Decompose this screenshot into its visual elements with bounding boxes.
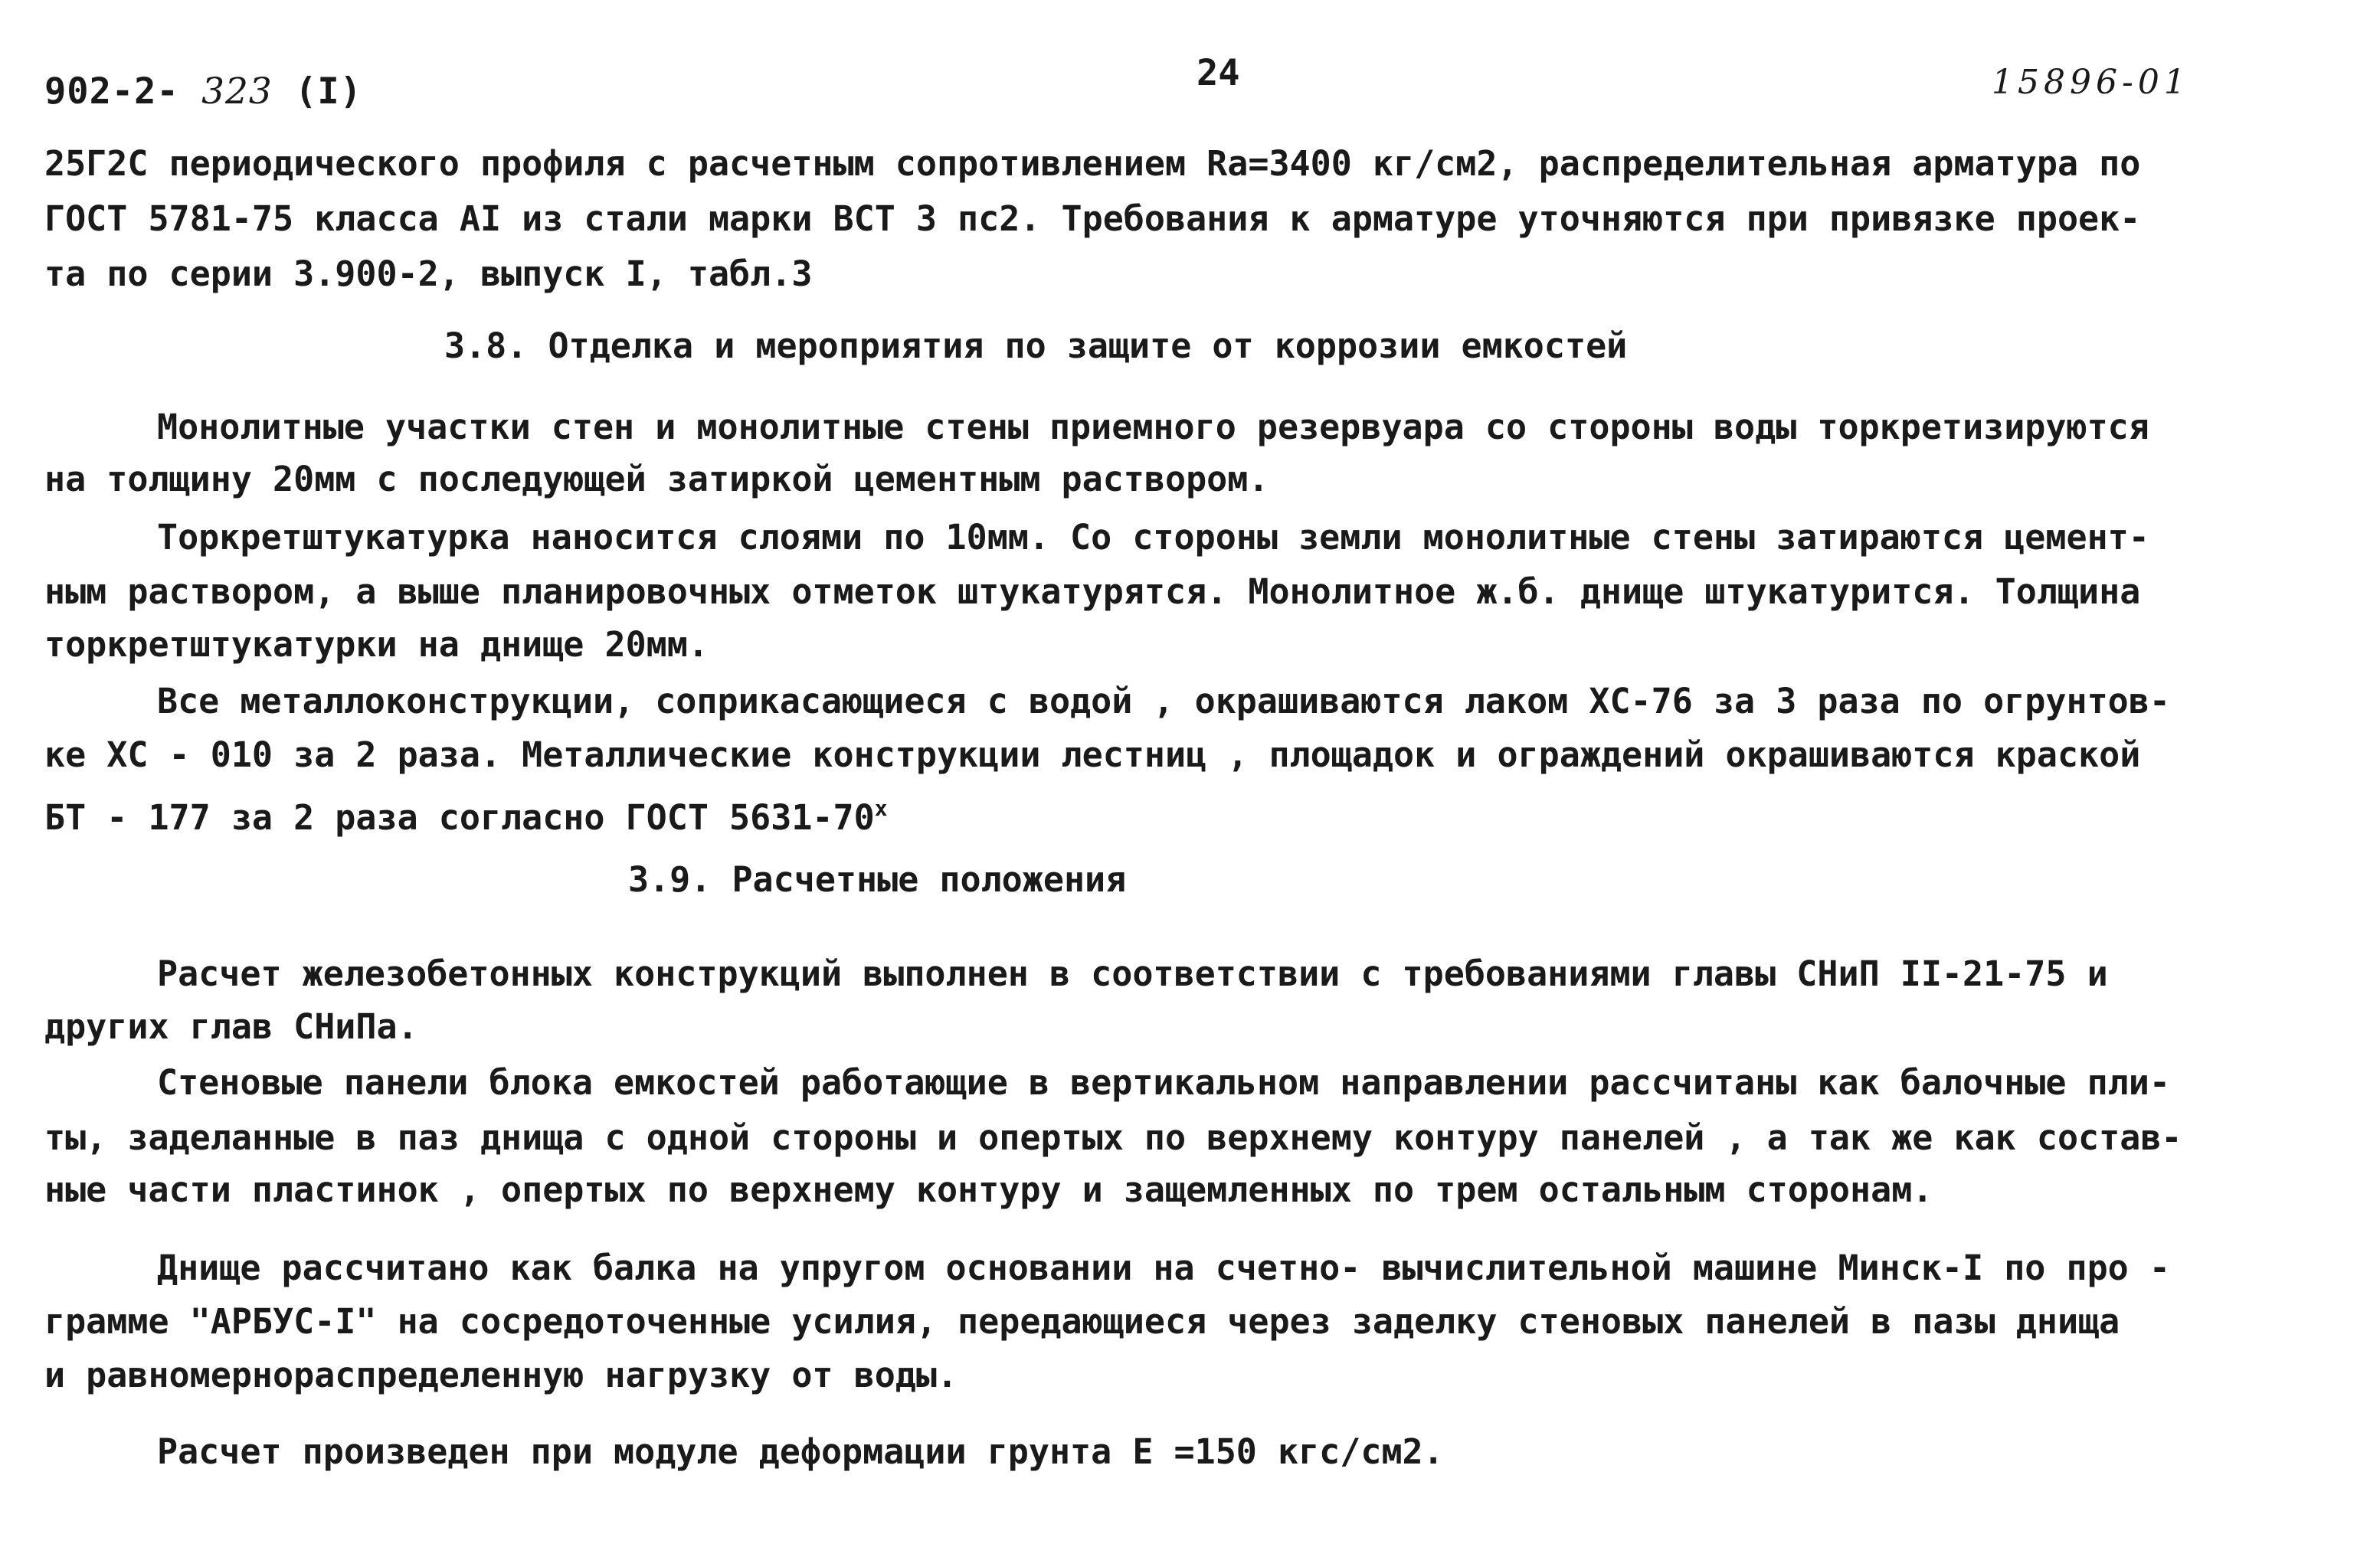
section-3-8-p3-line-1: Все металлоконструкции, соприкасающиеся с водой , окрашиваются лаком ХС-76 за 3 раза по огрунтов- [157, 681, 2170, 721]
section-3-9-p1-line-2: других глав СНиПа. [44, 1006, 418, 1047]
intro-line-1: 25Г2С периодического профиля с расчетным сопротивлением Ra=3400 кг/см2, распределительная арматура по [44, 143, 2141, 184]
section-3-9-p3-line-3: и равномернораспределенную нагрузку от воды. [44, 1355, 958, 1395]
section-3-8-p1-line-1: Монолитные участки стен и монолитные стены приемного резервуара со стороны воды торкретизируются [157, 407, 2149, 447]
section-3-9-heading: 3.9. Расчетные положения [628, 859, 1127, 900]
section-3-8-p2-line-2: ным раствором, а выше планировочных отметок штукатурятся. Монолитное ж.б. днище штукатурится. Толщина [44, 571, 2141, 612]
document-code-prefix: 902-2- [44, 70, 179, 113]
handwritten-stamp: 15896-01 [1992, 63, 2190, 102]
document-code-handwritten: 323 [201, 70, 273, 113]
section-3-9-p2-line-2: ты, заделанные в паз днища с одной стороны и опертых по верхнему контуру панелей , а так же как состав- [44, 1117, 2182, 1158]
section-3-8-p3-line-3-text: БТ - 177 за 2 раза согласно ГОСТ 5631-70 [44, 797, 875, 838]
section-3-9-p3-line-2: грамме "АРБУС-I" на сосредоточенные усилия, передающиеся через заделку стеновых панелей в пазы днища [44, 1301, 2120, 1342]
section-3-8-p1-line-2: на толщину 20мм с последующей затиркой цементным раствором. [44, 459, 1269, 499]
section-3-9-p1-line-1: Расчет железобетонных конструкций выполнен в соответствии с требованиями главы СНиП II-21-75 и [157, 953, 2108, 994]
page-number: 24 [1197, 52, 1240, 94]
document-code-suffix: (I) [295, 70, 362, 113]
section-3-9-p4-line-1: Расчет произведен при модуле деформации грунта E =150 кгс/см2. [157, 1431, 1444, 1472]
section-3-8-p3-line-3 [44, 781, 2335, 845]
footnote-mark: x [874, 796, 888, 821]
section-3-8-p3-line-2: ке ХС - 010 за 2 раза. Металлические конструкции лестниц , площадок и ограждений окрашиваются краской [44, 734, 2141, 775]
section-3-9-p3-line-1: Днище рассчитано как балка на упругом основании на счетно- вычислительной машине Минск-I по про - [157, 1248, 2170, 1288]
section-3-8-heading: 3.8. Отделка и мероприятия по защите от коррозии емкостей [444, 325, 1628, 366]
section-3-8-p2-line-1: Торкретштукатурка наносится слоями по 10мм. Со стороны земли монолитные стены затираются цемент- [157, 517, 2149, 558]
section-3-9-p2-line-1: Стеновые панели блока емкостей работающие в вертикальном направлении рассчитаны как балочные пли- [157, 1062, 2170, 1103]
section-3-8-p2-line-3: торкретштукатурки на днище 20мм. [44, 624, 709, 665]
document-code [44, 70, 362, 113]
intro-line-2: ГОСТ 5781-75 класса AI из стали марки ВСТ 3 пс2. Требования к арматуре уточняются при привязке проек- [44, 198, 2141, 239]
section-3-9-p2-line-3: ные части пластинок , опертых по верхнему контуру и защемленных по трем остальным сторонам. [44, 1169, 1933, 1210]
intro-line-3: та по серии 3.900-2, выпуск I, табл.3 [44, 253, 813, 294]
